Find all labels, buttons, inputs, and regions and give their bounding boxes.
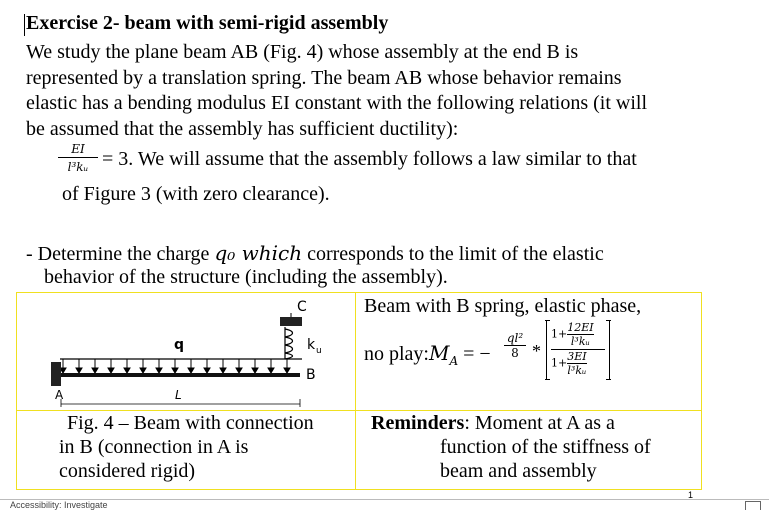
bracket-top-den: l³kᵤ xyxy=(570,335,590,348)
moment-symbol: M xyxy=(429,341,450,365)
intro-paragraph xyxy=(26,40,716,142)
determine-end: corresponds to the limit of the elastic xyxy=(302,243,604,265)
caption-line: Fig. 4 – Beam with connection xyxy=(67,412,314,434)
determine-line2: behavior of the structure (including the assembly). xyxy=(44,266,448,288)
relation-denominator: l³kᵤ xyxy=(67,160,89,174)
bracket-top-one: 1+ xyxy=(551,327,568,341)
reminders-line1: : Moment at A as a xyxy=(464,412,615,434)
relation-text: = 3. We will assume that the assembly follows a law similar to that xyxy=(102,148,637,170)
label-length: L xyxy=(175,388,182,402)
spring-icon xyxy=(285,327,293,359)
accessibility-status[interactable]: Accessibility: Investigate xyxy=(10,500,108,510)
bracket-bottom-num: 3EI xyxy=(567,350,587,363)
bracket-top-term xyxy=(551,321,594,348)
ql2-numerator: ql² xyxy=(504,331,526,346)
determine-line1 xyxy=(26,241,604,266)
relation-numerator: EI xyxy=(58,142,98,158)
determine-start: - Determine the charge xyxy=(26,243,215,265)
equals-minus: = − xyxy=(458,343,491,365)
relation-line2: of Figure 3 (with zero clearance). xyxy=(62,183,330,205)
multiply-star: * xyxy=(532,341,541,361)
content-table xyxy=(16,292,702,490)
beam-ab xyxy=(61,373,300,377)
caption-line: considered rigid) xyxy=(59,460,196,482)
determine-which: which xyxy=(235,241,303,265)
reminders-text xyxy=(356,411,702,483)
support-block-c xyxy=(280,317,302,326)
label-c: C xyxy=(297,299,307,315)
bracket-bottom-one: 1+ xyxy=(551,356,568,370)
relation-fraction xyxy=(58,142,98,174)
bracket-top-num: 12EI xyxy=(567,321,594,334)
ql2-fraction xyxy=(504,331,526,360)
label-k: k xyxy=(307,337,316,353)
paragraph-line: be assumed that the assembly has sufficient ductility): xyxy=(26,117,459,140)
figure-cell xyxy=(17,293,356,411)
label-b: B xyxy=(306,367,316,383)
distributed-load-arrows xyxy=(60,359,290,373)
formula-heading: Beam with B spring, elastic phase, xyxy=(364,295,642,317)
paragraph-line: We study the plane beam AB (Fig. 4) whose assembly at the end B is xyxy=(26,41,579,63)
figure-caption xyxy=(17,411,355,483)
page-number: 1 xyxy=(687,490,693,500)
reminders-cell xyxy=(356,411,702,490)
bracket-bottom-term xyxy=(551,350,587,377)
moment-subscript: A xyxy=(449,354,459,368)
paragraph-line: represented by a translation spring. The beam AB whose behavior remains xyxy=(26,66,622,89)
text-cursor xyxy=(24,14,25,36)
reminders-line2: function of the stiffness of xyxy=(440,436,651,458)
noplay-label: no play: xyxy=(364,343,429,365)
charge-symbol: q₀ xyxy=(214,241,236,265)
noplay-expression xyxy=(364,341,491,368)
beam-figure xyxy=(17,293,355,411)
exercise-title: Exercise 2- beam with semi-rigid assembly xyxy=(26,12,389,34)
label-a: A xyxy=(55,388,64,402)
stiffness-bracket xyxy=(546,321,610,379)
status-bar xyxy=(0,499,769,510)
bracket-bottom-den: l³kᵤ xyxy=(567,364,587,377)
fixed-support-a xyxy=(51,362,61,386)
label-q: q xyxy=(174,337,185,353)
caption-line: in B (connection in A is xyxy=(59,436,249,458)
caption-cell xyxy=(17,411,356,490)
formula-cell xyxy=(356,293,702,411)
paragraph-line: elastic has a bending modulus EI constant with the following relations (it will xyxy=(26,92,647,114)
ql2-denominator: 8 xyxy=(511,346,519,360)
label-k-sub: u xyxy=(316,346,322,356)
reminders-label: Reminders xyxy=(371,412,465,434)
reminders-line3: beam and assembly xyxy=(440,460,597,482)
